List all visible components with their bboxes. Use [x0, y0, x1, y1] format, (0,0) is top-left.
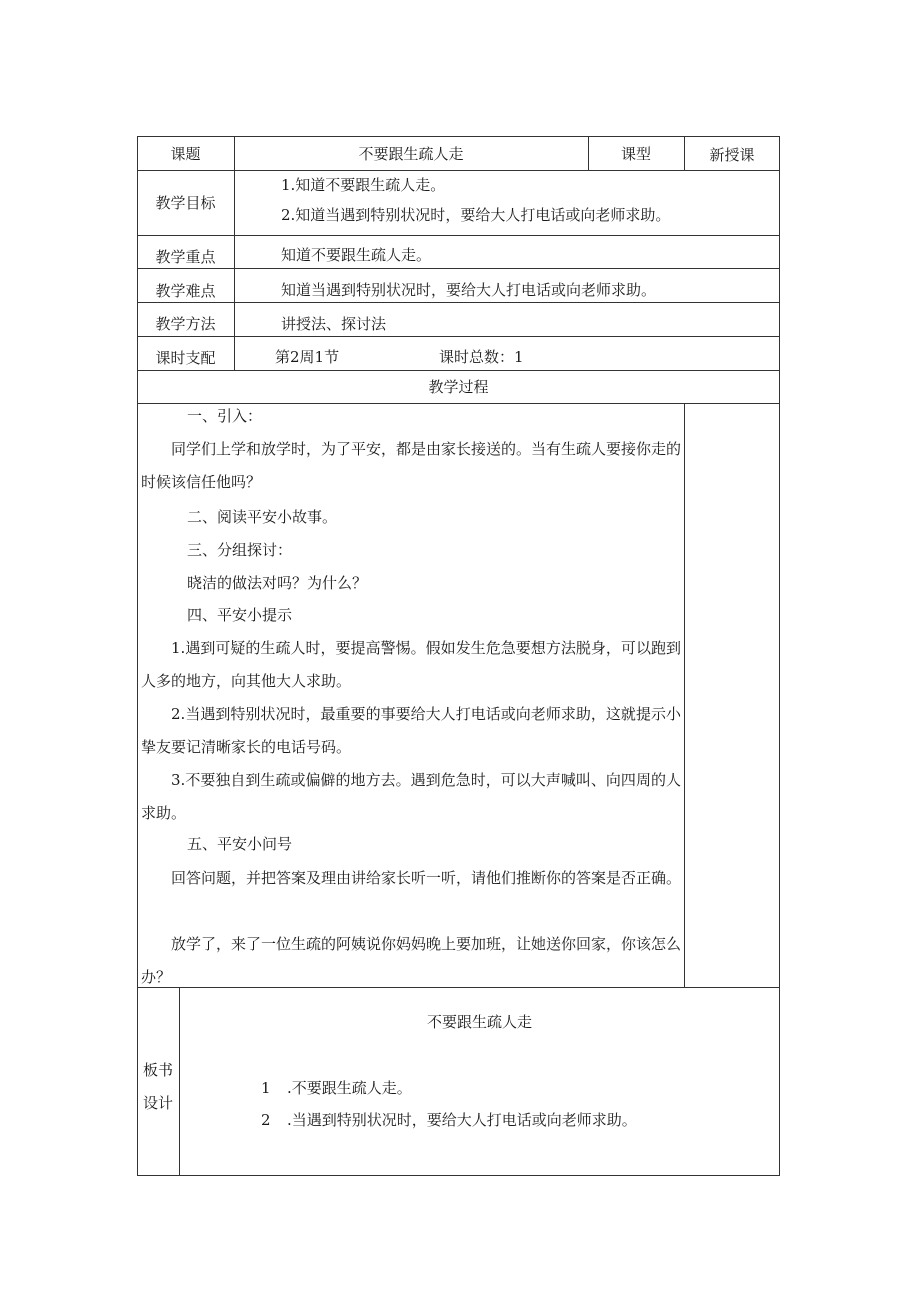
board-item-number: 1	[261, 1079, 271, 1097]
process-heading: 三、分组探讨：	[187, 541, 293, 559]
process-paragraph: 同学们上学和放学时，为了平安，都是由家长接送的。当有生疏人要接你走的时候该信任他吗？	[141, 440, 682, 491]
objective-item: 2.知道当遇到特别状况时，要给大人打电话或向老师求助。	[281, 206, 671, 224]
topic-value: 不要跟生疏人走	[358, 145, 464, 163]
process-heading: 四、平安小提示	[187, 606, 293, 624]
type-value: 新授课	[709, 146, 755, 164]
process-paragraph: 晓洁的做法对吗？为什么？	[187, 574, 368, 592]
type-label: 课型	[620, 145, 651, 163]
method-value: 讲授法、探讨法	[281, 315, 387, 333]
process-heading: 二、阅读平安小故事。	[187, 508, 338, 526]
board-label-line1: 板书	[142, 1061, 173, 1079]
key-point-label: 教学重点	[155, 248, 216, 266]
objective-item: 1.知道不要跟生疏人走。	[281, 176, 446, 194]
method-label: 教学方法	[155, 315, 216, 333]
board-item-number: 2	[261, 1111, 271, 1129]
process-heading: 一、引入：	[187, 407, 263, 425]
process-paragraph: 2.当遇到特别状况时，最重要的事要给大人打电话或向老师求助，这就提示小挚友要记清晰家长的电话号码。	[141, 705, 681, 756]
schedule-value: 第2周1节	[275, 348, 340, 366]
board-title: 不要跟生疏人走	[426, 1013, 532, 1031]
objectives-label: 教学目标	[155, 194, 216, 212]
process-paragraph: 回答问题，并把答案及理由讲给家长听一听，请他们推断你的答案是否正确。	[171, 869, 682, 887]
column-divider	[234, 136, 235, 370]
process-paragraph: 放学了，来了一位生疏的阿姨说你妈妈晚上要加班，让她送你回家，你该怎么办？	[141, 935, 681, 986]
process-paragraph: 1.遇到可疑的生疏人时，要提高警惕。假如发生危急要想方法脱身，可以跑到人多的地方，向其他大人求助。	[141, 639, 681, 690]
row-divider	[137, 987, 780, 988]
board-item-text: .不要跟生疏人走。	[287, 1079, 412, 1097]
column-divider	[684, 403, 685, 987]
difficulty-label: 教学难点	[155, 282, 216, 300]
key-point-value: 知道不要跟生疏人走。	[281, 246, 432, 264]
row-divider	[137, 370, 780, 371]
difficulty-value: 知道当遇到特别状况时，要给大人打电话或向老师求助。	[281, 281, 657, 299]
process-heading: 五、平安小问号	[187, 835, 293, 853]
board-item-text: .当遇到特别状况时，要给大人打电话或向老师求助。	[287, 1111, 637, 1129]
topic-label: 课题	[170, 145, 201, 163]
schedule-total: 课时总数：1	[439, 348, 524, 366]
process-title: 教学过程	[428, 378, 489, 396]
process-paragraph: 3.不要独自到生疏或偏僻的地方去。遇到危急时，可以大声喊叫、向四周的人求助。	[141, 771, 681, 822]
board-label-line2: 设计	[142, 1094, 173, 1112]
schedule-label: 课时支配	[155, 349, 216, 367]
